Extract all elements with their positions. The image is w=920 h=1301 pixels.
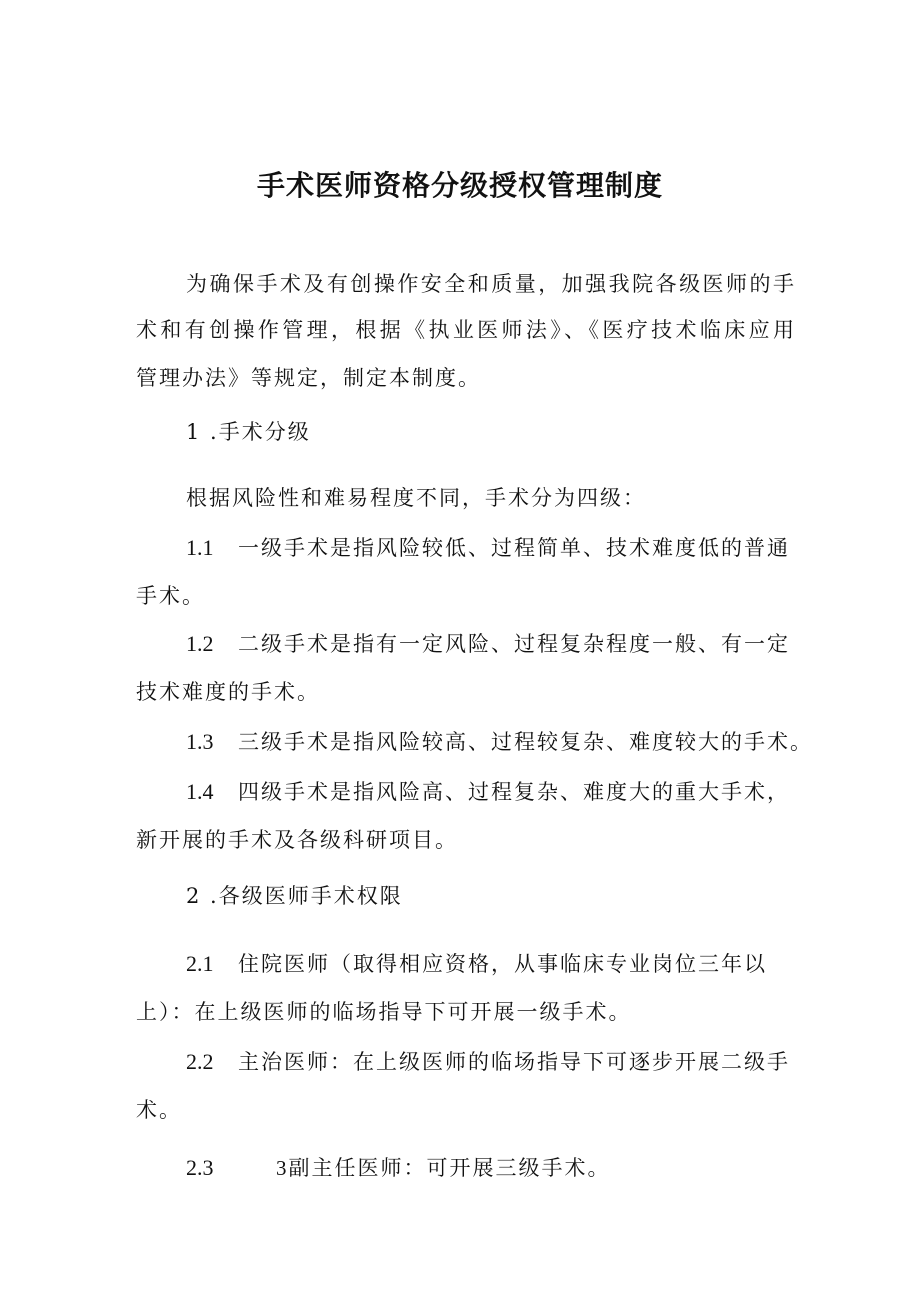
section-1-heading: 1 .手术分级: [186, 420, 311, 444]
item-text: 三级手术是指风险较高、过程较复杂、难度较大的手术。: [238, 730, 813, 754]
item-1-4-continued: 新开展的手术及各级科研项目。: [136, 828, 458, 852]
item-number: 2.1: [186, 951, 214, 976]
item-text: 住院医师（取得相应资格，从事临床专业岗位三年以: [238, 952, 767, 976]
item-text: 一级手术是指风险较低、过程简单、技术难度低的普通: [238, 536, 790, 560]
item-1-2-continued: 技术难度的手术。: [136, 680, 320, 704]
item-subnumber: 3: [276, 1156, 287, 1180]
item-2-1-continued: 上）：在上级医师的临场指导下可开展一级手术。: [136, 1000, 632, 1024]
item-2-2: [186, 1046, 796, 1078]
item-1-2: [186, 628, 796, 660]
item-number: 1.4: [186, 779, 214, 804]
item-text: 二级手术是指有一定风险、过程复杂程度一般、有一定: [238, 632, 790, 656]
item-2-3: [186, 1152, 796, 1184]
item-1-1: [186, 532, 796, 564]
item-number: 2.3: [186, 1155, 214, 1180]
item-text: 四级手术是指风险高、过程复杂、难度大的重大手术，: [238, 780, 790, 804]
item-number: 1.2: [186, 631, 214, 656]
intro-line-1: 为确保手术及有创操作安全和质量，加强我院各级医师的手: [186, 272, 796, 296]
intro-line-2: 术和有创操作管理，根据《执业医师法》、《医疗技术临床应用: [136, 318, 796, 342]
item-text: 主治医师：在上级医师的临场指导下可逐步开展二级手: [238, 1050, 790, 1074]
item-2-1: [186, 948, 796, 980]
item-text: 副主任医师：可开展三级手术。: [288, 1156, 611, 1180]
item-1-4: [186, 776, 796, 808]
item-1-3: [186, 726, 813, 758]
item-number: 2.2: [186, 1049, 214, 1074]
section-2-heading: 2 .各级医师手术权限: [186, 884, 403, 908]
intro-line-3: 管理办法》等规定，制定本制度。: [136, 366, 481, 390]
item-number: 1.3: [186, 729, 214, 754]
item-1-1-continued: 手术。: [136, 584, 205, 608]
item-2-2-continued: 术。: [136, 1098, 182, 1122]
document-title: 手术医师资格分级授权管理制度: [256, 169, 663, 202]
item-number: 1.1: [186, 535, 214, 560]
section-1-lead: 根据风险性和难易程度不同，手术分为四级：: [186, 486, 646, 510]
